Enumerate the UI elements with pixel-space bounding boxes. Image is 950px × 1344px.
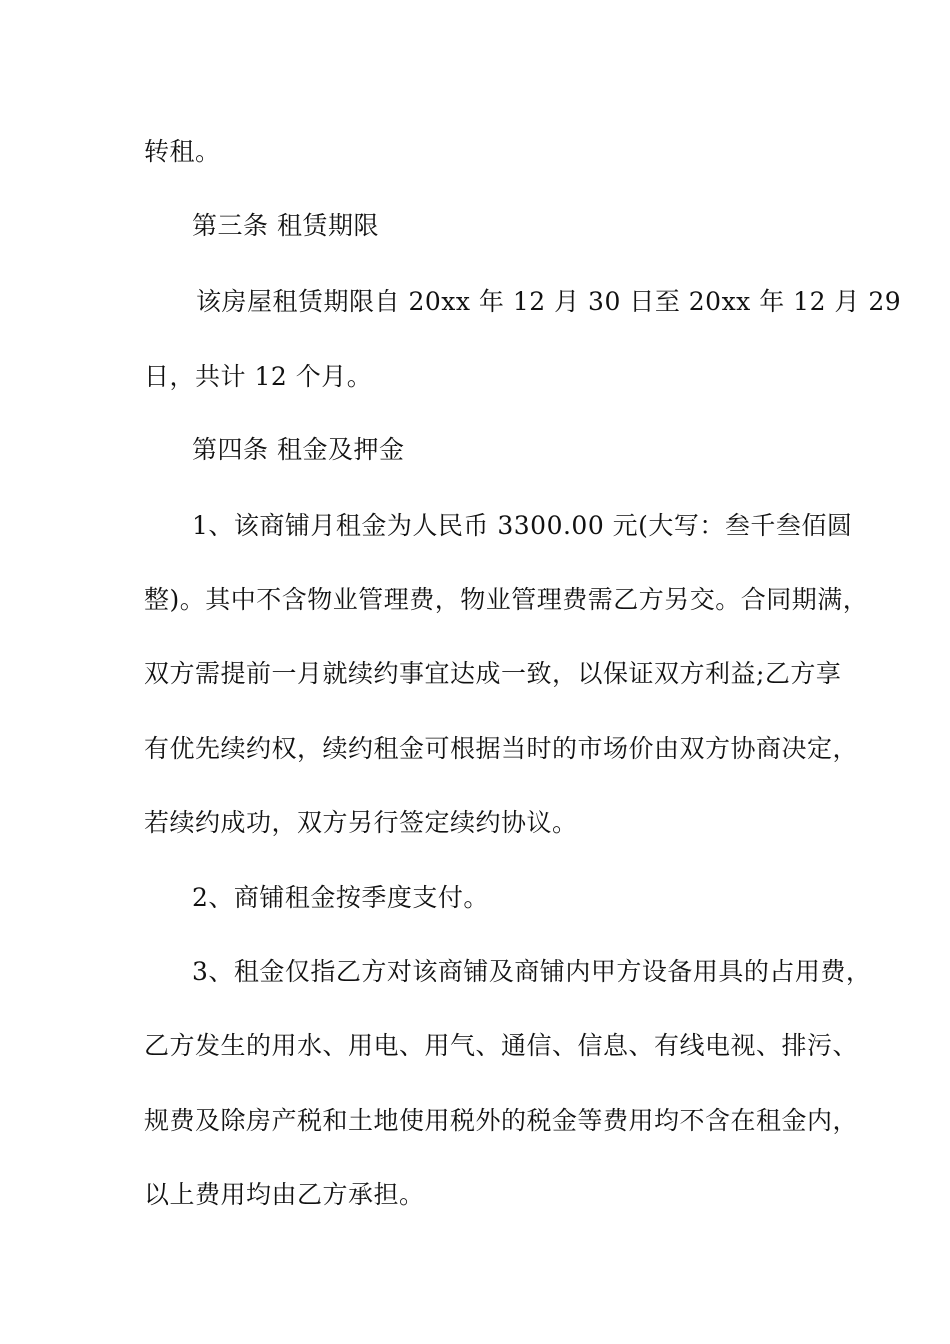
text-line: 若续约成功，双方另行签定续约协议。: [144, 808, 578, 837]
section-heading: 第三条 租赁期限: [192, 211, 379, 240]
text-line: 整)。其中不含物业管理费，物业管理费需乙方另交。合同期满，: [144, 585, 869, 614]
text-line: 1、该商铺月租金为人民币 3300.00 元(大写：叁千叁佰圆: [192, 511, 853, 540]
text-line: 日，共计 12 个月。: [144, 362, 373, 391]
text-line: 转租。: [144, 137, 221, 166]
text-line: 3、租金仅指乙方对该商铺及商铺内甲方设备用具的占用费，: [192, 957, 872, 986]
text-line: 规费及除房产税和土地使用税外的税金等费用均不含在租金内，: [144, 1106, 859, 1135]
text-line: 有优先续约权，续约租金可根据当时的市场价由双方协商决定，: [144, 734, 859, 763]
section-heading: 第四条 租金及押金: [192, 435, 405, 464]
text-line: 该房屋租赁期限自 20xx 年 12 月 30 日至 20xx 年 12 月 29: [196, 287, 902, 316]
text-line: 以上费用均由乙方承担。: [144, 1180, 425, 1209]
text-line: 双方需提前一月就续约事宜达成一致，以保证双方利益;乙方享: [144, 659, 842, 688]
text-line: 乙方发生的用水、用电、用气、通信、信息、有线电视、排污、: [144, 1031, 859, 1060]
text-line: 2、商铺租金按季度支付。: [192, 883, 489, 912]
